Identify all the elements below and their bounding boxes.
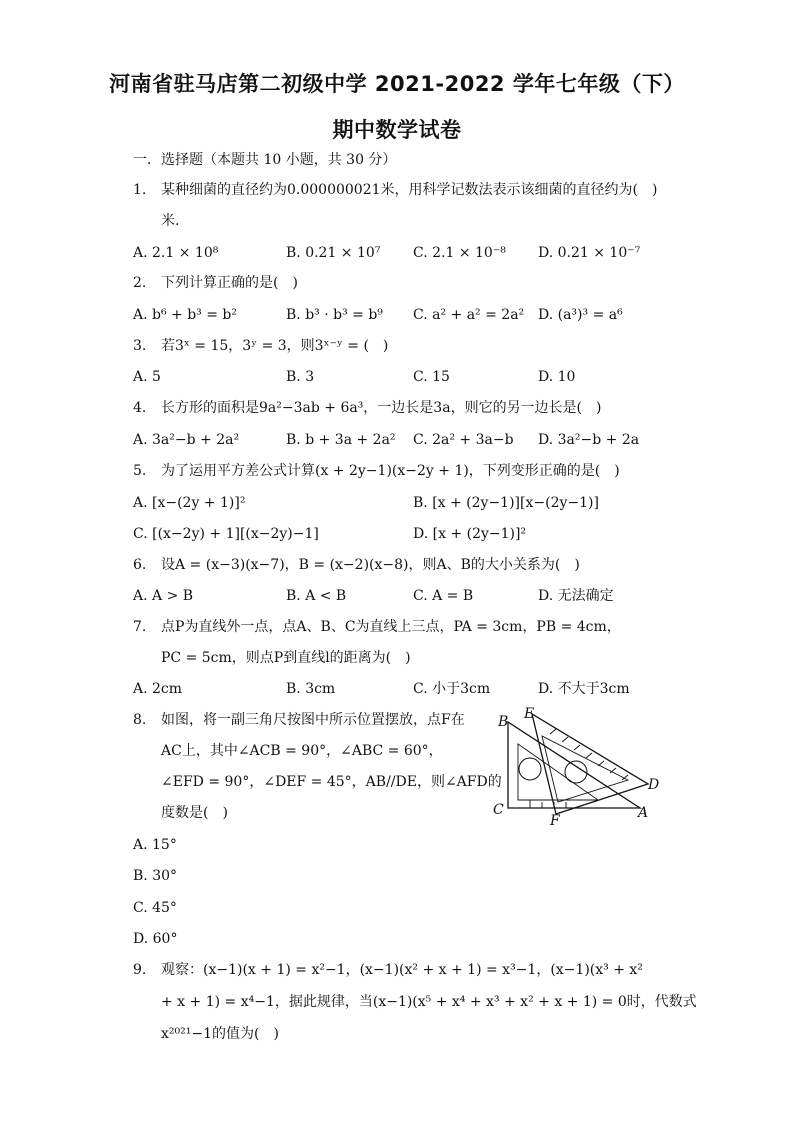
option-a: A. 5 (133, 369, 161, 385)
question-text: 度数是( ) (161, 805, 228, 821)
question-text: 长方形的面积是9a²−3ab + 6a³，一边长是3a，则它的另一边长是( ) (161, 400, 602, 416)
title-line-2: 期中数学试卷 (332, 118, 462, 142)
option-d: D. 60° (133, 931, 178, 947)
option-d: D. (a³)³ = a⁶ (538, 307, 623, 323)
question-number: 2. (133, 275, 147, 291)
label-e: E (524, 706, 535, 722)
question-text: 如图，将一副三角尺按图中所示位置摆放，点F在 (161, 712, 465, 728)
label-c: C (493, 802, 504, 818)
option-b: B. 0.21 × 10⁷ (286, 245, 381, 261)
option-c: C. 小于3cm (413, 681, 491, 697)
question-text: 观察：(x−1)(x + 1) = x²−1，(x−1)(x² + x + 1) = x³−1，(x−1)(x³ + x² (161, 962, 643, 978)
option-b: B. b³ · b³ = b⁹ (286, 307, 383, 323)
option-a: A. b⁶ + b³ = b² (133, 307, 237, 323)
triangle-abc-inner (518, 744, 598, 800)
question-number: 1. (133, 182, 147, 198)
option-a: A. 15° (133, 837, 177, 853)
question-number: 7. (133, 619, 147, 635)
title-line-1: 河南省驻马店第二初级中学 2021-2022 学年七年级（下） (109, 72, 685, 96)
option-b: B. [x + (2y−1)][x−(2y−1)] (413, 495, 599, 511)
label-b: B (498, 714, 509, 730)
option-b: B. A < B (286, 588, 347, 604)
question-text: x²⁰²¹−1的值为( ) (161, 1026, 279, 1042)
question-number: 4. (133, 400, 147, 416)
question-text: PC = 5cm，则点P到直线l的距离为( ) (161, 650, 411, 666)
option-d: D. 10 (538, 369, 576, 385)
option-a: A. A > B (133, 588, 194, 604)
question-text: + x + 1) = x⁴−1，据此规律，当(x−1)(x⁵ + x⁴ + x³ + x² + x + 1) = 0时，代数式 (161, 994, 697, 1010)
question-text: 为了运用平方差公式计算(x + 2y−1)(x−2y + 1)，下列变形正确的是( ) (161, 463, 620, 479)
question-number: 9. (133, 962, 147, 978)
hole-circle (519, 758, 541, 780)
question-number: 5. (133, 463, 147, 479)
question-text: AC上，其中∠ACB = 90°，∠ABC = 60°， (161, 743, 443, 759)
option-c: C. 2a² + 3a−b (413, 432, 514, 448)
option-c: C. [(x−2y) + 1][(x−2y)−1] (133, 526, 319, 542)
question-text: 设A = (x−3)(x−7)，B = (x−2)(x−8)，则A、B的大小关系为( ) (161, 557, 580, 573)
question-number: 8. (133, 712, 147, 728)
question-text: 米. (161, 213, 180, 229)
option-b: B. b + 3a + 2a² (286, 432, 396, 448)
option-b: B. 3 (286, 369, 315, 385)
option-a: A. 3a²−b + 2a² (133, 432, 240, 448)
question-text: 某种细菌的直径约为0.00000002​1米，用科学记数法表示该细菌的直径约为( ) (161, 182, 658, 198)
option-a: A. 2.1 × 10⁸ (133, 245, 219, 261)
label-d: D (648, 777, 660, 793)
option-c: C. A = B (413, 588, 474, 604)
question-text: ∠EFD = 90°，∠DEF = 45°，AB//DE，则∠AFD的 (161, 774, 502, 790)
label-a: A (638, 805, 649, 821)
option-d: D. 无法确定 (538, 588, 614, 604)
section-heading: 一．选择题（本题共 10 小题，共 30 分） (133, 152, 397, 168)
question-text: 若3ˣ = 15，3ʸ = 3，则3ˣ⁻ʸ = ( ) (161, 338, 389, 354)
option-c: C. 15 (413, 369, 450, 385)
option-c: C. a² + a² = 2a² (413, 307, 525, 323)
triangle-abc (508, 722, 640, 808)
question-text: 点P为直线外一点，点A、B、C为直线上三点，PA = 3cm，PB = 4cm， (161, 619, 621, 635)
option-d: D. [x + (2y−1)]² (413, 526, 527, 542)
option-d: D. 0.21 × 10⁻⁷ (538, 245, 641, 261)
option-d: D. 不大于3cm (538, 681, 630, 697)
option-a: A. 2cm (133, 681, 183, 697)
triangle-efd (532, 714, 648, 814)
triangle-rulers-figure (490, 706, 670, 826)
option-c: C. 2.1 × 10⁻⁸ (413, 245, 506, 261)
option-d: D. 3a²−b + 2a (538, 432, 640, 448)
question-number: 3. (133, 338, 147, 354)
label-f: F (550, 813, 560, 826)
option-a: A. [x−(2y + 1)]² (133, 495, 246, 511)
option-b: B. 30° (133, 868, 178, 884)
option-b: B. 3cm (286, 681, 336, 697)
question-number: 6. (133, 557, 147, 573)
question-text: 下列计算正确的是( ) (161, 275, 298, 291)
option-c: C. 45° (133, 900, 177, 916)
